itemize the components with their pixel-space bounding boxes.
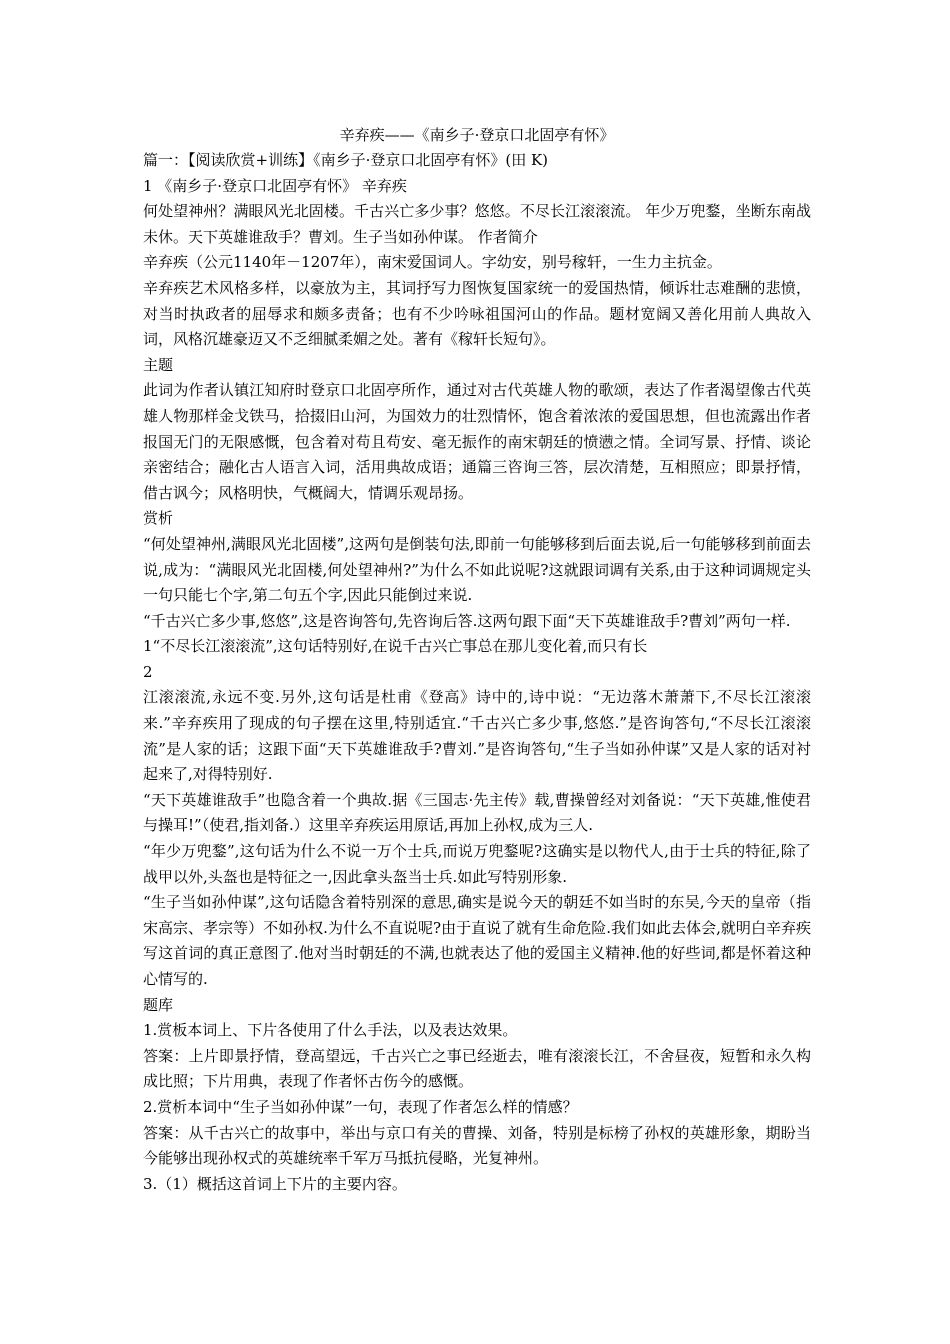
- appreciation-paragraph: 江滚滚流,永远不变.另外,这句话是杜甫《登高》诗中的,诗中说：“无边落木萧萧下,不尽长江滚滚来.”辛弃疾用了现成的句子摆在这里,特别适宜.“千古兴亡多少事,悠悠.”是咨询答句,“不尽长江滚滚流”是人家的话；这跟下面“天下英雄谁敌手?曹刘.”是咨询答句,“生子当如孙仲谋”又是人家的话对衬起来了,对得特别好.: [143, 688, 811, 784]
- section-heading-appreciation: 赏析: [143, 509, 174, 528]
- section-heading-question-bank: 题库: [143, 995, 174, 1014]
- author-style-paragraph: 辛弃疾艺术风格多样，以豪放为主，其词抒写力图恢复国家统一的爱国热情，倾诉壮志难酬的悲愤，对当时执政者的屈辱求和颇多责备；也有不少吟咏祖国河山的作品。题材宽阔又善化用前人典故入词，风格沉雄豪迈又不乏细腻柔媚之处。著有《稼轩长短句》。: [143, 278, 811, 349]
- appreciation-paragraph: “生子当如孙仲谋”,这句话隐含着特别深的意思,确实是说今天的朝廷不如当时的东吴,今天的皇帝（指宋高宗、孝宗等）不如孙权.为什么不直说呢?由于直说了就有生命危险.我们如此去体会,就明白辛弃疾写这首词的真正意图了.他对当时朝廷的不满,也就表达了他的爱国主义精神.他的好些词,都是怀着这种心情写的.: [143, 893, 811, 988]
- article-heading: 篇一：【阅读欣赏+训练】《南乡子·登京口北固亭有怀》(田 K): [143, 151, 549, 169]
- poem-text-paragraph: 何处望神州？满眼风光北固楼。千古兴亡多少事？悠悠。不尽长江滚滚流。 年少万兜鍪，坐断东南战未休。天下英雄谁敌手？曹刘。生子当如孙仲谋。 作者简介: [143, 202, 811, 246]
- question-3: 3.（1）概括这首词上下片的主要内容。: [143, 1174, 407, 1193]
- document-page: [143, 122, 811, 1197]
- appreciation-paragraph: “天下英雄谁敌手”也隐含着一个典故.据《三国志·先主传》载,曹操曾经对刘备说：“天下英雄,惟使君与操耳!”（使君,指刘备.）这里辛弃疾运用原话,再加上孙权,成为三人.: [143, 790, 811, 835]
- poem-title-line: 1 《南乡子·登京口北固亭有怀》 辛弃疾: [143, 176, 407, 195]
- author-dates-paragraph: 辛弃疾（公元1140年－1207年），南宋爱国词人。字幼安，别号稼轩，一生力主抗金。: [143, 253, 722, 272]
- theme-paragraph: 此词为作者认镇江知府时登京口北固亭所作，通过对古代英雄人物的歌颂，表达了作者渴望像古代英雄人物那样金戈铁马，拾掇旧山河，为国效力的壮烈情怀，饱含着浓浓的爱国思想，但也流露出作者报国无门的无限感慨，包含着对苟且苟安、毫无振作的南宋朝廷的愤懑之情。全词写景、抒情、谈论亲密结合；融化古人语言入词，活用典故成语；通篇三咨询三答，层次清楚，互相照应；即景抒情，借古讽今；风格明快，气概阔大，情调乐观昂扬。: [143, 381, 811, 502]
- page-number: 2: [143, 662, 153, 681]
- appreciation-paragraph: “年少万兜鍪”,这句话为什么不说一万个士兵,而说万兜鍪呢?这确实是以物代人,由于士兵的特征,除了战甲以外,头盔也是特征之一,因此拿头盔当士兵.如此写特别形象.: [143, 842, 811, 886]
- appreciation-paragraph: “何处望神州,满眼风光北固楼”,这两句是倒装句法,即前一句能够移到后面去说,后一句能够移到前面去说,成为：“满眼风光北固楼,何处望神州?”为什么不如此说呢?这就跟词调有关系,由于这种词调规定头一句只能七个字,第二句五个字,因此只能倒过来说.: [143, 534, 811, 605]
- document-title: 辛弃疾——《南乡子·登京口北固亭有怀》: [339, 126, 615, 144]
- section-heading-theme: 主题: [143, 355, 174, 374]
- question-2: 2.赏析本词中“生子当如孙仲谋”一句，表现了作者怎么样的情感？: [143, 1097, 578, 1116]
- appreciation-paragraph: 1“不尽长江滚滚流”,这句话特别好,在说千古兴亡事总在那儿变化着,而只有长: [143, 637, 648, 656]
- answer-1: 答案：上片即景抒情，登高望远，千古兴亡之事已经逝去，唯有滚滚长江，不舍昼夜，短暂和永久构成比照；下片用典，表现了作者怀古伤今的感慨。: [143, 1046, 811, 1091]
- answer-2: 答案：从千古兴亡的故事中，举出与京口有关的曹操、刘备，特别是标榜了孙权的英雄形象，期盼当今能够出现孙权式的英雄统率千军万马抵抗侵略，光复神州。: [143, 1123, 811, 1168]
- appreciation-paragraph: “千古兴亡多少事,悠悠”,这是咨询答句,先咨询后答.这两句跟下面“天下英雄谁敌手?曹刘”两句一样.: [143, 611, 791, 630]
- question-1: 1.赏板本词上、下片各使用了什么手法，以及表达效果。: [143, 1021, 518, 1040]
